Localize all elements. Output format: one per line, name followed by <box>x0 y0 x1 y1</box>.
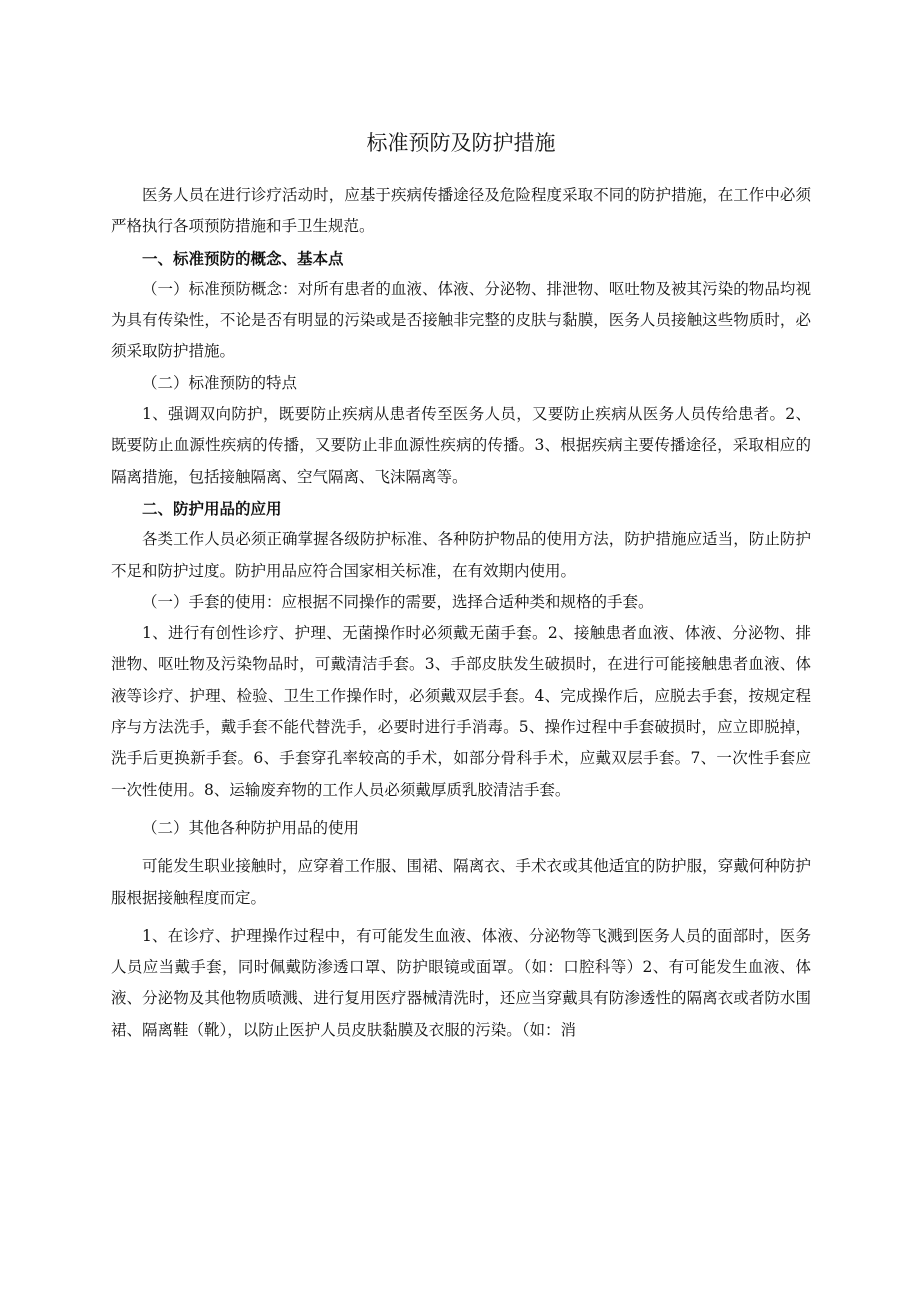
subheading-standard-precaution-features: （二）标准预防的特点 <box>142 373 298 392</box>
paragraph-gloves-list: 1、进行有创性诊疗、护理、无菌操作时必须戴无菌手套。2、接触患者血液、体液、分泌物、排泄物、呕吐物及污染物品时，可戴清洁手套。3、手部皮肤发生破损时，在进行可能接触患者血液、体液等诊疗、护理、检验、卫生工作操作时，必须戴双层手套。4、完成操作后，应脱去手套，按规定程序与方法洗手，戴手套不能代替洗手，必要时进行手消毒。5、操作过程中手套破损时，应立即脱掉，洗手后更换新手套。6、手套穿孔率较高的手术，如部分骨科手术，应戴双层手套。7、一次性手套应一次性使用。8、运输废弃物的工作人员必须戴厚质乳胶清洁手套。 <box>111 624 811 799</box>
paragraph-face-protection: 1、在诊疗、护理操作过程中，有可能发生血液、体液、分泌物等飞溅到医务人员的面部时，医务人员应当戴手套，同时佩戴防渗透口罩、防护眼镜或面罩。（如：口腔科等）2、有可能发生血液、体液、分泌物及其他物质喷溅、进行复用医疗器械清洗时，还应当穿戴具有防渗透性的隔离衣或者防水围裙、隔离鞋（靴），以防止医护人员皮肤黏膜及衣服的污染。（如：消 <box>111 926 811 1039</box>
paragraph-protective-clothing: 可能发生职业接触时，应穿着工作服、围裙、隔离衣、手术衣或其他适宜的防护服，穿戴何种防护服根据接触程度而定。 <box>111 857 811 907</box>
subheading-gloves: （一）手套的使用：应根据不同操作的需要，选择合适种类和规格的手套。 <box>142 592 654 611</box>
paragraph-standard-precaution-concept: （一）标准预防概念：对所有患者的血液、体液、分泌物、排泄物、呕吐物及被其污染的物品均视为具有传染性，不论是否有明显的污染或是否接触非完整的皮肤与黏膜，医务人员接触这些物质时，必须采取防护措施。 <box>111 279 811 361</box>
intro-paragraph: 医务人员在进行诊疗活动时，应基于疾病传播途径及危险程度采取不同的防护措施，在工作中必须严格执行各项预防措施和手卫生规范。 <box>111 186 811 236</box>
section-heading-1: 一、标准预防的概念、基本点 <box>142 248 344 268</box>
paragraph-protective-equipment: 各类工作人员必须正确掌握各级防护标准、各种防护物品的使用方法，防护措施应适当，防止防护不足和防护过度。防护用品应符合国家相关标准，在有效期内使用。 <box>111 530 811 580</box>
paragraph-features-list: 1、强调双向防护，既要防止疾病从患者传至医务人员，又要防止疾病从医务人员传给患者。2、既要防止血源性疾病的传播，又要防止非血源性疾病的传播。3、根据疾病主要传播途径，采取相应的隔离措施，包括接触隔离、空气隔离、飞沫隔离等。 <box>111 405 811 486</box>
document-body <box>111 180 811 1046</box>
section-heading-2: 二、防护用品的应用 <box>142 498 282 518</box>
document-title: 标准预防及防护措施 <box>366 131 556 155</box>
subheading-other-equipment: （二）其他各种防护用品的使用 <box>142 818 360 837</box>
